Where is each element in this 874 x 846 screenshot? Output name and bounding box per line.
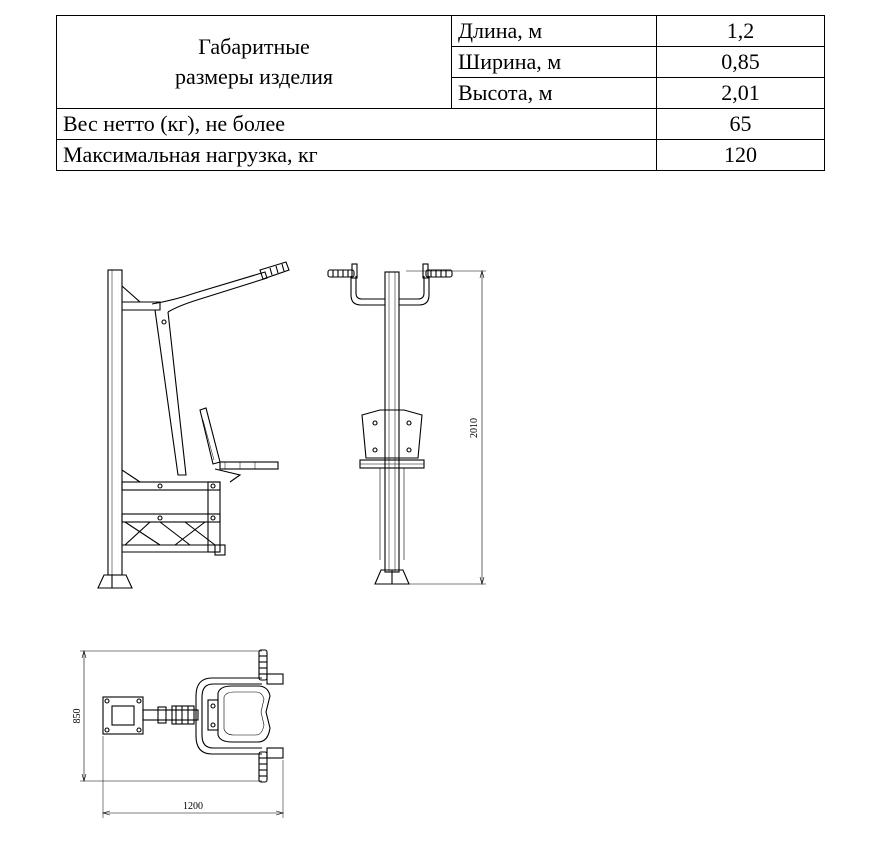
top-length-dimension: 1200: [183, 801, 203, 812]
length-value: 1,2: [657, 16, 825, 47]
side-view-drawing: [98, 262, 289, 588]
dimensions-group-label-line2: размеры изделия: [174, 64, 333, 89]
max-load-label: Максимальная нагрузка, кг: [57, 140, 657, 171]
front-view-drawing: [328, 264, 486, 584]
top-view-drawing: [80, 650, 283, 818]
height-value: 2,01: [657, 78, 825, 109]
max-load-value: 120: [657, 140, 825, 171]
top-width-dimension: 850: [72, 708, 83, 724]
front-height-dimension: 2010: [469, 418, 480, 438]
weight-value: 65: [657, 109, 825, 140]
width-label: Ширина, м: [452, 47, 657, 78]
width-value: 0,85: [657, 47, 825, 78]
height-label: Высота, м: [452, 78, 657, 109]
dimensions-group-label-line1: Габаритные: [198, 34, 310, 59]
length-label: Длина, м: [452, 16, 657, 47]
weight-label: Вес нетто (кг), не более: [57, 109, 657, 140]
